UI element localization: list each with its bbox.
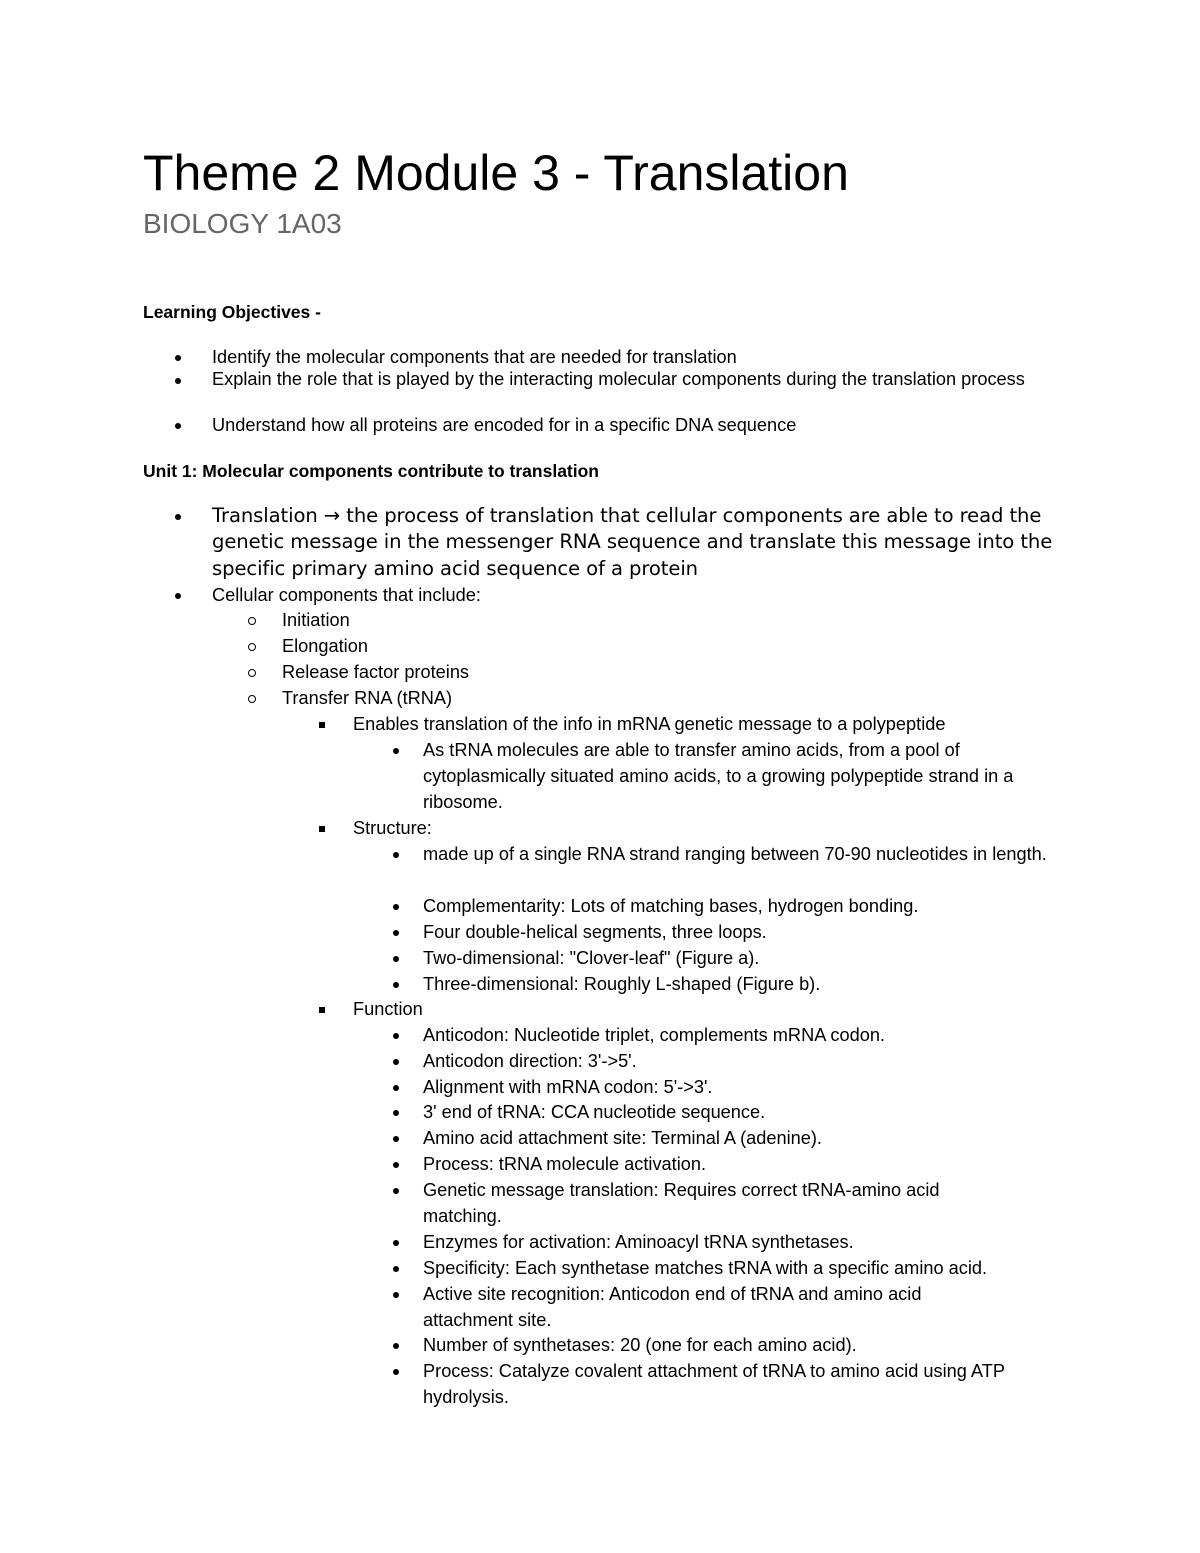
- list-item: Two-dimensional: "Clover-leaf" (Figure a).: [423, 946, 1063, 972]
- bullet-disc-icon: [393, 852, 399, 858]
- bullet-disc-icon: [393, 1188, 399, 1194]
- list-item: Process: tRNA molecule activation.: [423, 1152, 1063, 1178]
- list-item: Explain the role that is played by the interacting molecular components during the translation process: [212, 368, 1042, 391]
- list-item: Transfer RNA (tRNA): [282, 686, 982, 712]
- list-item: Identify the molecular components that are needed for translation: [212, 345, 1062, 371]
- list-item: Alignment with mRNA codon: 5'->3'.: [423, 1075, 1063, 1101]
- list-item: As tRNA molecules are able to transfer amino acids, from a pool of cytoplasmically situated amino acids, to a growing polypeptide strand in a ribosome.: [423, 738, 1053, 815]
- list-item: Enables translation of the info in mRNA genetic message to a polypeptide: [353, 712, 1053, 738]
- bullet-circle-icon: [248, 617, 256, 625]
- bullet-disc-icon: [393, 1110, 399, 1116]
- bullet-disc-icon: [393, 1240, 399, 1246]
- list-item: 3' end of tRNA: CCA nucleotide sequence.: [423, 1100, 1063, 1126]
- list-item: Active site recognition: Anticodon end of tRNA and amino acid attachment site.: [423, 1282, 1003, 1334]
- list-item: Release factor proteins: [282, 660, 982, 686]
- components-intro: Cellular components that include:: [212, 583, 1062, 609]
- bullet-disc-icon: [393, 930, 399, 936]
- bullet-disc-icon: [393, 1136, 399, 1142]
- bullet-square-icon: [319, 826, 325, 832]
- list-item: Complementarity: Lots of matching bases, hydrogen bonding.: [423, 894, 1063, 920]
- list-item: Process: Catalyze covalent attachment of tRNA to amino acid using ATP hydrolysis.: [423, 1359, 1063, 1411]
- bullet-square-icon: [319, 1007, 325, 1013]
- bullet-square-icon: [319, 722, 325, 728]
- bullet-disc-icon: [175, 355, 181, 361]
- bullet-disc-icon: [393, 1059, 399, 1065]
- bullet-disc-icon: [393, 1343, 399, 1349]
- list-item: Elongation: [282, 634, 982, 660]
- bullet-disc-icon: [393, 982, 399, 988]
- bullet-circle-icon: [248, 643, 256, 651]
- bullet-disc-icon: [393, 1033, 399, 1039]
- bullet-disc-icon: [393, 956, 399, 962]
- list-item: Amino acid attachment site: Terminal A (adenine).: [423, 1126, 1063, 1152]
- bullet-disc-icon: [393, 1162, 399, 1168]
- bullet-disc-icon: [393, 1292, 399, 1298]
- list-item: Function: [353, 997, 1053, 1023]
- bullet-disc-icon: [393, 1266, 399, 1272]
- list-item: Anticodon: Nucleotide triplet, complements mRNA codon.: [423, 1023, 1063, 1049]
- list-item: Initiation: [282, 608, 982, 634]
- list-item: Genetic message translation: Requires correct tRNA-amino acid matching.: [423, 1178, 1023, 1230]
- list-item: Understand how all proteins are encoded for in a specific DNA sequence: [212, 413, 1062, 439]
- bullet-circle-icon: [248, 695, 256, 703]
- bullet-disc-icon: [393, 1369, 399, 1375]
- bullet-disc-icon: [175, 423, 181, 429]
- unit1-heading: Unit 1: Molecular components contribute to translation: [143, 461, 599, 481]
- page-title: Theme 2 Module 3 - Translation: [143, 145, 849, 201]
- bullet-disc-icon: [393, 904, 399, 910]
- bullet-circle-icon: [248, 669, 256, 677]
- list-item: made up of a single RNA strand ranging between 70-90 nucleotides in length.: [423, 842, 1048, 868]
- bullet-disc-icon: [175, 378, 181, 384]
- learning-objectives-heading: Learning Objectives -: [143, 302, 321, 322]
- list-item: Specificity: Each synthetase matches tRNA with a specific amino acid.: [423, 1256, 1063, 1282]
- list-item: Enzymes for activation: Aminoacyl tRNA synthetases.: [423, 1230, 1063, 1256]
- page-subtitle: BIOLOGY 1A03: [143, 208, 342, 239]
- bullet-disc-icon: [393, 1085, 399, 1091]
- list-item: Anticodon direction: 3'->5'.: [423, 1049, 1063, 1075]
- bullet-disc-icon: [393, 748, 399, 754]
- list-item: Four double-helical segments, three loops.: [423, 920, 1063, 946]
- list-item: Three-dimensional: Roughly L-shaped (Figure b).: [423, 972, 1063, 998]
- bullet-disc-icon: [175, 593, 181, 599]
- translation-definition: Translation → the process of translation that cellular components are able to read the genetic message in the messenger RNA sequence and translate this message into the specific primary amino acid sequence of a protein: [212, 503, 1062, 582]
- list-item: Structure:: [353, 816, 1053, 842]
- list-item: Number of synthetases: 20 (one for each amino acid).: [423, 1333, 1063, 1359]
- bullet-disc-icon: [175, 514, 181, 520]
